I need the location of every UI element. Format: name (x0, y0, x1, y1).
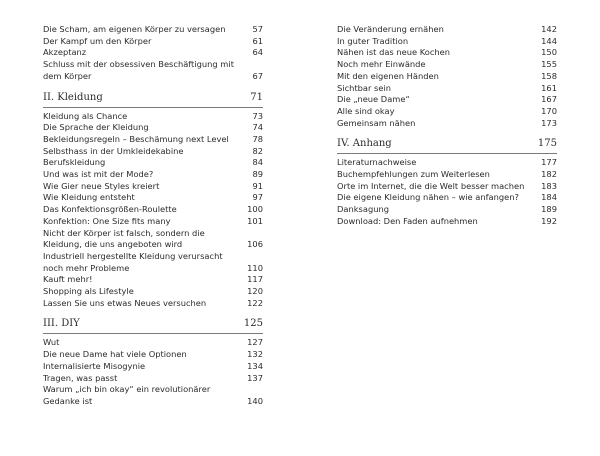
page-number: 78 (252, 133, 263, 144)
page-number: 184 (541, 192, 557, 203)
page-number: 101 (247, 215, 263, 226)
page-number: 106 (247, 239, 263, 250)
toc-entry (43, 373, 263, 385)
toc-entry (43, 47, 263, 59)
page-number: 97 (252, 192, 263, 203)
entry-title: Shopping als Lifestyle (43, 286, 134, 297)
entry-title: Bekleidungsregeln – Beschämung next Level (43, 133, 229, 144)
page-number: 67 (252, 70, 263, 81)
entry-title: Gemeinsam nähen (337, 117, 416, 128)
page-number: 137 (247, 372, 263, 383)
entry-title: Mit den eigenen Händen (337, 70, 439, 81)
page-number: 150 (541, 47, 557, 58)
entry-title: Sichtbar sein (337, 82, 392, 93)
toc-column-left (43, 24, 263, 408)
entry-title: Die Veränderung ernähen (337, 24, 444, 34)
page-number: 89 (252, 169, 263, 180)
toc-entry (43, 204, 263, 216)
page-number: 167 (541, 94, 557, 105)
page-number: 57 (252, 24, 263, 34)
page-number: 175 (537, 138, 557, 150)
toc-section-heading (43, 317, 263, 334)
toc-entry (337, 192, 557, 204)
page-number: 170 (541, 105, 557, 116)
toc-entry (337, 157, 557, 169)
entry-title: Orte im Internet, die die Welt besser machen (337, 180, 525, 191)
toc-entry (43, 146, 263, 158)
page-number: 61 (252, 35, 263, 46)
toc-entry (43, 192, 263, 204)
entry-title: Nähen ist das neue Kochen (337, 47, 451, 58)
toc-entry (43, 59, 263, 82)
entry-title: Download: Den Faden aufnehmen (337, 215, 478, 226)
toc-entry (43, 251, 263, 274)
toc-entry (337, 169, 557, 181)
toc-entry (43, 134, 263, 146)
toc-entry (43, 111, 263, 123)
entry-title: Literaturnachweise (337, 157, 417, 168)
page-number: 127 (247, 337, 263, 348)
page-number: 73 (252, 110, 263, 121)
toc-entry (43, 169, 263, 181)
page-number: 84 (252, 157, 263, 168)
page-number: 91 (252, 180, 263, 191)
page-number: 155 (541, 59, 557, 70)
toc-section-heading (43, 91, 263, 108)
page-number: 192 (541, 215, 557, 226)
entry-title: Wie Gier neue Styles kreiert (43, 180, 160, 191)
page-number: 158 (541, 70, 557, 81)
section-title: IV. Anhang (337, 138, 392, 150)
page-number: 142 (541, 24, 557, 34)
entry-title: Industriell hergestellte Kleidung verursacht noch mehr Probleme (43, 250, 223, 273)
page-number: 189 (541, 204, 557, 215)
section-title: III. DIY (43, 318, 80, 330)
entry-title: Nicht der Körper ist falsch, sondern die Kleidung, die uns angeboten wird (43, 227, 205, 250)
toc-entry (337, 118, 557, 130)
entry-title: Konfektion: One Size fits many (43, 215, 171, 226)
entry-title: Warum „ich bin okay“ ein revolutionärer Gedanke ist (43, 384, 211, 406)
page-number: 117 (247, 274, 263, 285)
entry-title: Berufskleidung (43, 157, 106, 168)
toc-entry (337, 204, 557, 216)
page-number: 144 (541, 35, 557, 46)
entry-title: Alle sind okay (337, 105, 395, 116)
toc-entry (337, 94, 557, 106)
page-number: 161 (541, 82, 557, 93)
page-number: 122 (247, 297, 263, 308)
page-number: 132 (247, 349, 263, 360)
page-number: 183 (541, 180, 557, 191)
entry-title: Kauft mehr! (43, 274, 93, 285)
entry-title: Tragen, was passt (43, 372, 118, 383)
toc-entry (43, 361, 263, 373)
toc-entry (43, 298, 263, 310)
entry-title: Noch mehr Einwände (337, 59, 426, 70)
toc-entry (43, 181, 263, 193)
toc-entry (43, 337, 263, 349)
toc-entry (43, 384, 263, 407)
page-number: 82 (252, 145, 263, 156)
toc-entry (43, 157, 263, 169)
toc-entry (337, 181, 557, 193)
entry-title: Schluss mit der obsessiven Beschäftigung mit dem Körper (43, 59, 234, 81)
page-number: 120 (247, 286, 263, 297)
toc-entry (43, 36, 263, 48)
page-number: 74 (252, 122, 263, 133)
page-number: 71 (250, 91, 263, 103)
page-number: 64 (252, 47, 263, 58)
toc-entry (337, 106, 557, 118)
section-title: II. Kleidung (43, 91, 103, 103)
toc-entry (337, 36, 557, 48)
toc-entry (43, 24, 263, 36)
entry-title: Der Kampf um den Körper (43, 35, 152, 46)
entry-title: Und was ist mit der Mode? (43, 169, 154, 180)
entry-title: Wut (43, 337, 60, 348)
entry-title: Die „neue Dame“ (337, 94, 410, 105)
entry-title: Internalisierte Misogynie (43, 360, 146, 371)
entry-title: Buchempfehlungen zum Weiterlesen (337, 169, 490, 180)
entry-title: Kleidung als Chance (43, 110, 128, 121)
entry-title: Das Konfektionsgrößen-Roulette (43, 204, 177, 215)
entry-title: Akzeptanz (43, 47, 87, 58)
entry-title: Die neue Dame hat viele Optionen (43, 349, 187, 360)
toc-section-heading (337, 137, 557, 154)
page-number: 177 (541, 157, 557, 168)
entry-title: Die Scham, am eigenen Körper zu versagen (43, 24, 226, 34)
page-number: 110 (247, 262, 263, 273)
toc-entry (43, 274, 263, 286)
toc-entry (43, 122, 263, 134)
toc-entry (337, 47, 557, 59)
page-number: 134 (247, 360, 263, 371)
page-number: 182 (541, 169, 557, 180)
entry-title: Selbsthass in der Umkleidekabine (43, 145, 184, 156)
toc-entry (337, 83, 557, 95)
toc-entry (337, 24, 557, 36)
toc-entry (337, 216, 557, 228)
toc-entry (43, 349, 263, 361)
toc-entry (43, 216, 263, 228)
page-number: 125 (243, 318, 263, 330)
page-number: 100 (247, 204, 263, 215)
toc-entry (43, 228, 263, 251)
page-number: 140 (247, 395, 263, 406)
toc-entry (337, 59, 557, 71)
entry-title: Die Sprache der Kleidung (43, 122, 149, 133)
entry-title: In guter Tradition (337, 35, 409, 46)
page-number: 173 (541, 117, 557, 128)
entry-title: Lassen Sie uns etwas Neues versuchen (43, 297, 207, 308)
entry-title: Wie Kleidung entsteht (43, 192, 135, 203)
toc-column-right (337, 24, 557, 228)
toc-entry (43, 286, 263, 298)
toc-entry (337, 71, 557, 83)
entry-title: Danksagung (337, 204, 389, 215)
entry-title: Die eigene Kleidung nähen – wie anfangen? (337, 192, 519, 203)
